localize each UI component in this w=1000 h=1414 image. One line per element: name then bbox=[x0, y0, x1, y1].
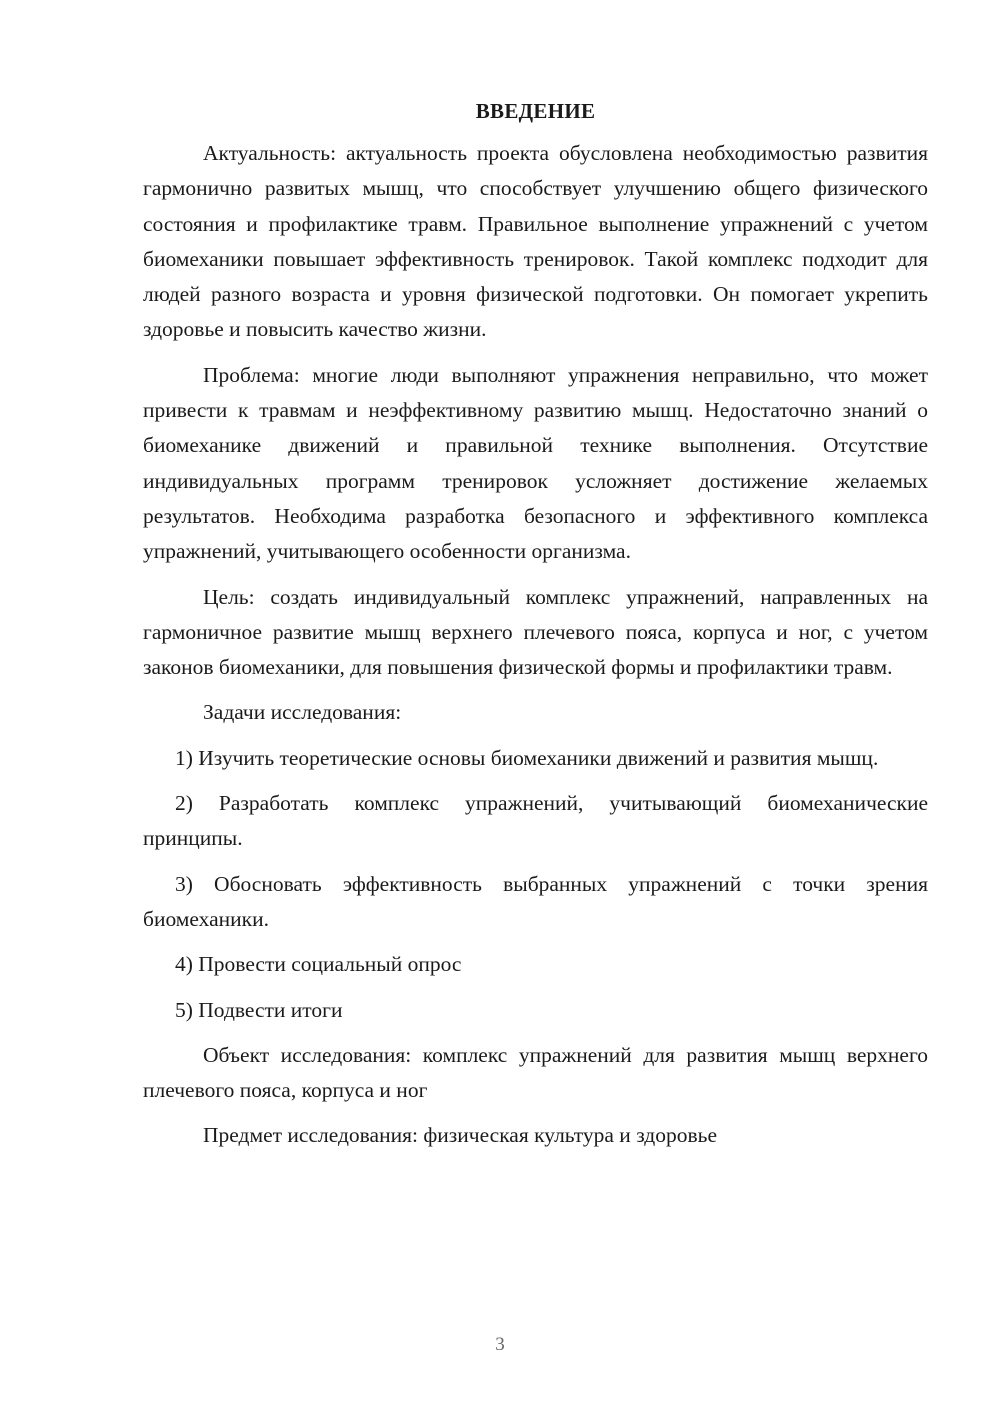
paragraph-object: Объект исследования: комплекс упражнений для развития мышц верхнего плечевого пояса, корпуса и ног bbox=[143, 1042, 928, 1103]
list-item-task-2: 2) Разработать комплекс упражнений, учитывающий биомеханические принципы. bbox=[143, 791, 928, 851]
paragraph-relevance: Актуальность: актуальность проекта обусловлена необходимостью развития гармонично развитых мышц, что способствует улучшению общего физического состояния и профилактике травм. Правильное выполнение упражнений с учетом биомеханики повышает эффективность тренировок. Такой комплекс подходит для людей разного возраста и уровня физической подготовки. Он помогает укрепить здоровье и повысить качество жизни. bbox=[143, 141, 928, 342]
paragraph-tasks-heading: Задачи исследования: bbox=[203, 700, 402, 725]
list-item-task-5: 5) Подвести итоги bbox=[175, 997, 343, 1022]
page-content bbox=[143, 96, 928, 1164]
paragraph-problem: Проблема: многие люди выполняют упражнения неправильно, что может привести к травмам и неэффективному развитию мышц. Недостаточно знаний о биомеханике движений и правильной технике выполнения. Отсутствие индивидуальных программ тренировок усложняет достижение желаемых результатов. Необходима разработка безопасного и эффективного комплекса упражнений, учитывающего особенности организма. bbox=[143, 362, 928, 564]
list-item-task-1: 1) Изучить теоретические основы биомеханики движений и развития мышц. bbox=[175, 745, 879, 770]
paragraph-subject: Предмет исследования: физическая культура и здоровье bbox=[203, 1123, 717, 1148]
page-title: ВВЕДЕНИЕ bbox=[475, 99, 596, 123]
paragraph-goal: Цель: создать индивидуальный комплекс упражнений, направленных на гармоничное развитие мышц верхнего плечевого пояса, корпуса и ног, с учетом законов биомеханики, для повышения физической формы и профилактики травм. bbox=[143, 584, 928, 680]
list-item-task-3: 3) Обосновать эффективность выбранных упражнений с точки зрения биомеханики. bbox=[143, 871, 928, 931]
page-number: 3 bbox=[495, 1334, 505, 1355]
list-item-task-4: 4) Провести социальный опрос bbox=[175, 952, 462, 977]
